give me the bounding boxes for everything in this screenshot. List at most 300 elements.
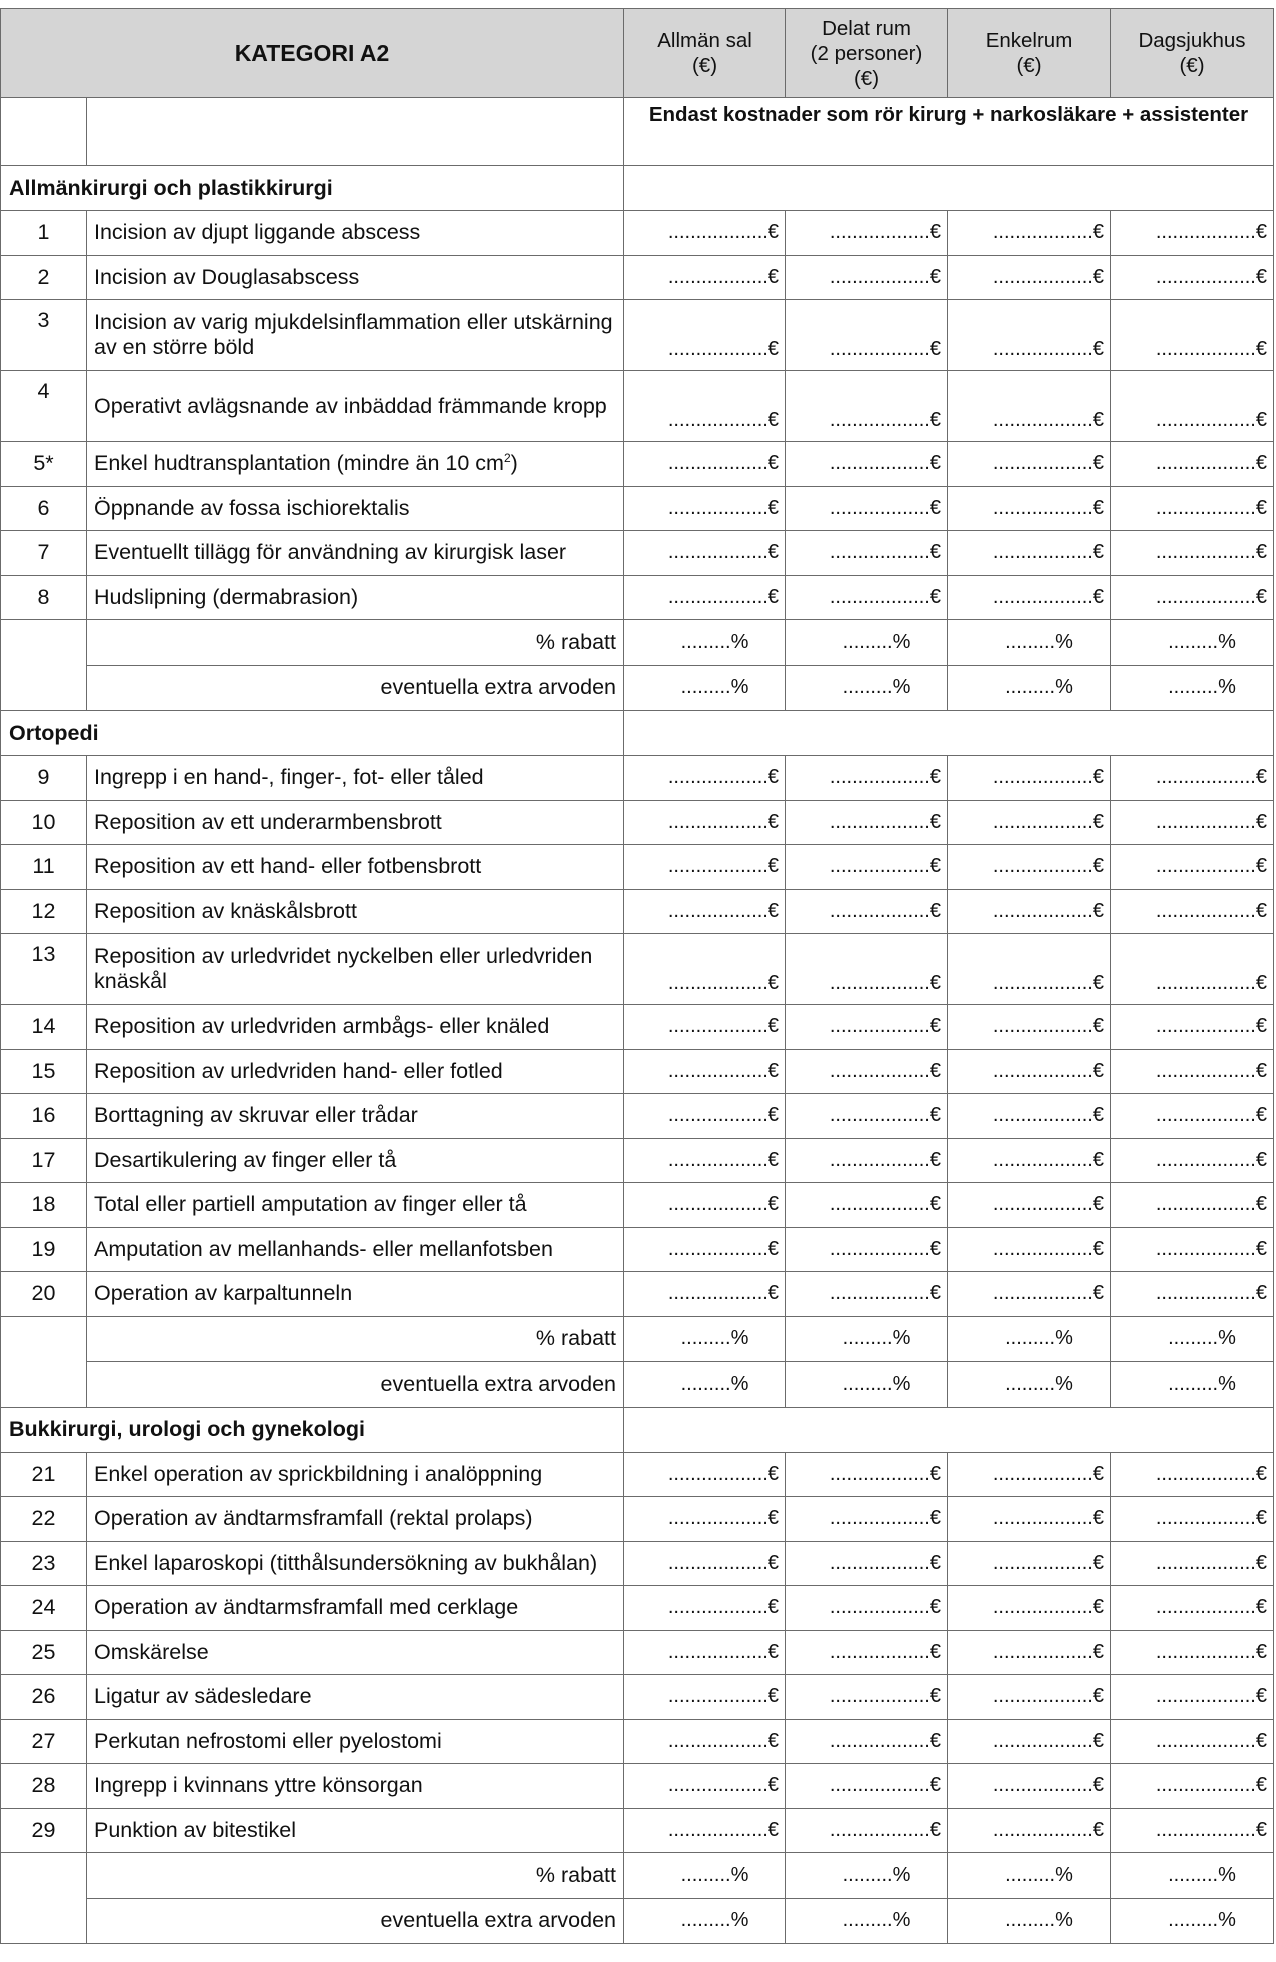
price-field[interactable]: ..................€ (786, 531, 948, 576)
procedure-row (1, 800, 1274, 845)
procedure-row (1, 1541, 1274, 1586)
procedure-row (1, 575, 1274, 620)
discount-field[interactable]: .........% (624, 1316, 786, 1362)
procedure-number: 20 (1, 1272, 87, 1317)
procedure-description-text: Operativt avlägsnande av inbäddad främmande kropp (94, 393, 607, 418)
price-field[interactable]: ..................€ (786, 255, 948, 300)
price-field[interactable]: ..................€ (1111, 1272, 1274, 1317)
price-field[interactable]: ..................€ (624, 1227, 786, 1272)
price-field[interactable]: ..................€ (786, 486, 948, 531)
procedure-description-text: Reposition av ett hand- eller fotbensbrott (94, 854, 482, 879)
price-field[interactable]: ..................€ (1111, 575, 1274, 620)
cost-note: Endast kostnader som rör kirurg + narkosläkare + assistenter (624, 98, 1274, 166)
price-field[interactable]: ..................€ (948, 1183, 1111, 1228)
procedure-row (1, 300, 1274, 371)
price-field[interactable]: ..................€ (786, 1586, 948, 1631)
note-blank-num (1, 98, 87, 166)
price-field[interactable]: ..................€ (786, 1808, 948, 1853)
procedure-description (87, 1497, 624, 1542)
superscript: 2 (503, 451, 511, 466)
procedure-number: 25 (1, 1630, 87, 1675)
procedure-number: 23 (1, 1541, 87, 1586)
procedure-number: 15 (1, 1049, 87, 1094)
section-blank (624, 711, 1274, 756)
price-field[interactable]: ..................€ (786, 575, 948, 620)
procedure-description-text: Enkel operation av sprickbildning i analöppning (94, 1461, 543, 1486)
price-field[interactable]: ..................€ (948, 1808, 1111, 1853)
price-field[interactable]: ..................€ (1111, 1586, 1274, 1631)
procedure-description-text: Öppnande av fossa ischiorektalis (94, 495, 410, 520)
extra-fees-field[interactable]: .........% (624, 1362, 786, 1408)
procedure-description (87, 1138, 624, 1183)
procedure-description-text: Hudslipning (dermabrasion) (94, 584, 359, 609)
procedure-number: 14 (1, 1005, 87, 1050)
procedure-description-text: Ligatur av sädesledare (94, 1684, 312, 1709)
price-field[interactable]: ..................€ (1111, 486, 1274, 531)
price-field[interactable]: ..................€ (1111, 800, 1274, 845)
procedure-number: 18 (1, 1183, 87, 1228)
extra-fees-row (1, 665, 1274, 711)
price-field[interactable]: ..................€ (948, 1227, 1111, 1272)
procedure-description (87, 845, 624, 890)
price-field[interactable]: ..................€ (786, 442, 948, 487)
extra-fees-field[interactable]: .........% (786, 1362, 948, 1408)
price-field[interactable]: ..................€ (786, 371, 948, 442)
procedure-number: 7 (1, 531, 87, 576)
price-field[interactable]: ..................€ (786, 1272, 948, 1317)
price-field[interactable]: ..................€ (786, 1094, 948, 1139)
price-field[interactable]: ..................€ (624, 1630, 786, 1675)
table-body (1, 166, 1274, 1944)
procedure-row (1, 1005, 1274, 1050)
price-field[interactable]: ..................€ (786, 300, 948, 371)
procedure-description (87, 800, 624, 845)
discount-field[interactable]: .........% (1111, 620, 1274, 666)
price-field[interactable]: ..................€ (948, 1541, 1111, 1586)
price-field[interactable]: ..................€ (786, 1138, 948, 1183)
price-field[interactable]: ..................€ (624, 255, 786, 300)
procedure-description-text: Reposition av ett underarmbensbrott (94, 809, 442, 834)
extra-fees-field[interactable]: .........% (624, 665, 786, 711)
price-field[interactable]: ..................€ (786, 800, 948, 845)
column-header-line: Dagsjukhus (1138, 29, 1246, 52)
extra-fees-field[interactable]: .........% (1111, 1898, 1274, 1944)
procedure-description (87, 300, 624, 371)
price-field[interactable]: ..................€ (948, 211, 1111, 256)
price-field[interactable]: ..................€ (1111, 1675, 1274, 1720)
procedure-row (1, 211, 1274, 256)
price-field[interactable]: ..................€ (948, 300, 1111, 371)
price-field[interactable]: ..................€ (948, 1586, 1111, 1631)
procedure-description (87, 575, 624, 620)
procedure-number: 28 (1, 1764, 87, 1809)
procedure-description-text: Incision av Douglasabscess (94, 264, 360, 289)
procedure-row (1, 1138, 1274, 1183)
procedure-row (1, 1049, 1274, 1094)
price-field[interactable]: ..................€ (1111, 1094, 1274, 1139)
section-header-row (1, 1407, 1274, 1452)
price-field[interactable]: ..................€ (1111, 1227, 1274, 1272)
price-field[interactable]: ..................€ (1111, 1497, 1274, 1542)
extra-fees-label: eventuella extra arvoden (87, 1362, 624, 1408)
extra-fees-field[interactable]: .........% (1111, 1362, 1274, 1408)
price-field[interactable]: ..................€ (948, 255, 1111, 300)
price-field[interactable]: ..................€ (1111, 531, 1274, 576)
column-header-general-ward (624, 9, 786, 98)
price-field[interactable]: ..................€ (786, 845, 948, 890)
procedure-description (87, 255, 624, 300)
price-field[interactable]: ..................€ (1111, 934, 1274, 1005)
procedure-description (87, 1675, 624, 1720)
discount-label: % rabatt (87, 1853, 624, 1899)
extra-fees-field[interactable]: .........% (624, 1898, 786, 1944)
procedure-description (87, 1272, 624, 1317)
procedure-description (87, 211, 624, 256)
price-field[interactable]: ..................€ (948, 1630, 1111, 1675)
discount-field[interactable]: .........% (1111, 1316, 1274, 1362)
price-field[interactable]: ..................€ (786, 211, 948, 256)
price-field[interactable]: ..................€ (786, 1541, 948, 1586)
price-field[interactable]: ..................€ (1111, 1183, 1274, 1228)
procedure-description (87, 1541, 624, 1586)
procedure-row (1, 1808, 1274, 1853)
price-field[interactable]: ..................€ (786, 1183, 948, 1228)
procedure-number: 13 (1, 934, 87, 1005)
price-field[interactable]: ..................€ (624, 371, 786, 442)
price-field[interactable]: ..................€ (624, 1005, 786, 1050)
price-field[interactable]: ..................€ (786, 1005, 948, 1050)
extra-fees-row (1, 1362, 1274, 1408)
price-field[interactable]: ..................€ (624, 1272, 786, 1317)
procedure-row (1, 845, 1274, 890)
procedure-description (87, 1094, 624, 1139)
price-field[interactable]: ..................€ (624, 1452, 786, 1497)
discount-label: % rabatt (87, 1316, 624, 1362)
price-field[interactable]: ..................€ (786, 1630, 948, 1675)
procedure-description (87, 371, 624, 442)
procedure-description-text: Operation av karpaltunneln (94, 1281, 353, 1306)
extra-fees-field[interactable]: .........% (786, 665, 948, 711)
price-field[interactable]: ..................€ (624, 442, 786, 487)
column-header-line: (€) (1016, 54, 1042, 77)
price-field[interactable]: ..................€ (624, 756, 786, 801)
price-field[interactable]: ..................€ (948, 1764, 1111, 1809)
procedure-description-text: Reposition av urledvridet nyckelben eller urledvriden knäskål (94, 944, 593, 993)
procedure-row (1, 1719, 1274, 1764)
section-blank (624, 166, 1274, 211)
procedure-row (1, 531, 1274, 576)
price-field[interactable]: ..................€ (1111, 756, 1274, 801)
price-field[interactable]: ..................€ (1111, 1138, 1274, 1183)
procedure-row (1, 1094, 1274, 1139)
procedure-row (1, 1227, 1274, 1272)
procedure-row (1, 1675, 1274, 1720)
procedure-row (1, 1630, 1274, 1675)
procedure-description (87, 1049, 624, 1094)
price-field[interactable]: ..................€ (624, 531, 786, 576)
procedure-row (1, 756, 1274, 801)
price-field[interactable]: ..................€ (948, 1049, 1111, 1094)
price-field[interactable]: ..................€ (624, 1049, 786, 1094)
discount-row (1, 1316, 1274, 1362)
price-field[interactable]: ..................€ (948, 1138, 1111, 1183)
procedure-number: 5* (1, 442, 87, 487)
price-field[interactable]: ..................€ (948, 1452, 1111, 1497)
procedure-description-text: Enkel hudtransplantation (mindre än 10 cm (94, 451, 504, 476)
procedure-row (1, 1183, 1274, 1228)
discount-field[interactable]: .........% (624, 620, 786, 666)
price-field[interactable]: ..................€ (786, 1227, 948, 1272)
extra-fees-field[interactable]: .........% (786, 1898, 948, 1944)
price-field[interactable]: ..................€ (786, 1452, 948, 1497)
discount-row (1, 1853, 1274, 1899)
price-field[interactable]: ..................€ (624, 1541, 786, 1586)
procedure-description-text: Borttagning av skruvar eller trådar (94, 1103, 418, 1128)
price-field[interactable]: ..................€ (1111, 1452, 1274, 1497)
discount-field[interactable]: .........% (624, 1853, 786, 1899)
price-field[interactable]: ..................€ (948, 486, 1111, 531)
procedure-number: 3 (1, 300, 87, 371)
procedure-description-text: Operation av ändtarmsframfall (rektal prolaps) (94, 1506, 533, 1531)
discount-blank (1, 1316, 87, 1407)
price-field[interactable]: ..................€ (1111, 1630, 1274, 1675)
price-field[interactable]: ..................€ (1111, 255, 1274, 300)
price-field[interactable]: ..................€ (624, 1764, 786, 1809)
price-field[interactable]: ..................€ (1111, 1719, 1274, 1764)
procedure-row (1, 934, 1274, 1005)
discount-blank (1, 620, 87, 711)
procedure-number: 29 (1, 1808, 87, 1853)
header-row (1, 9, 1274, 98)
procedure-number: 21 (1, 1452, 87, 1497)
price-field[interactable]: ..................€ (948, 531, 1111, 576)
column-header-line: Allmän sal (657, 29, 752, 52)
price-field[interactable]: ..................€ (624, 575, 786, 620)
price-field[interactable]: ..................€ (786, 889, 948, 934)
price-field[interactable]: ..................€ (624, 300, 786, 371)
discount-field[interactable]: .........% (786, 620, 948, 666)
procedure-description (87, 1452, 624, 1497)
price-field[interactable]: ..................€ (1111, 211, 1274, 256)
procedure-description-text: Eventuellt tillägg för användning av kirurgisk laser (94, 540, 567, 565)
procedure-description (87, 1764, 624, 1809)
price-field[interactable]: ..................€ (948, 1675, 1111, 1720)
procedure-number: 26 (1, 1675, 87, 1720)
procedure-description-text: Perkutan nefrostomi eller pyelostomi (94, 1728, 442, 1753)
price-field[interactable]: ..................€ (1111, 1764, 1274, 1809)
discount-field[interactable]: .........% (948, 620, 1111, 666)
price-field[interactable]: ..................€ (948, 1094, 1111, 1139)
procedure-row (1, 255, 1274, 300)
price-field[interactable]: ..................€ (786, 756, 948, 801)
procedure-description (87, 1586, 624, 1631)
discount-field[interactable]: .........% (948, 1316, 1111, 1362)
procedure-number: 16 (1, 1094, 87, 1139)
price-field[interactable]: ..................€ (786, 1497, 948, 1542)
price-field[interactable]: ..................€ (1111, 371, 1274, 442)
section-title: Bukkirurgi, urologi och gynekologi (1, 1407, 624, 1452)
discount-field[interactable]: .........% (1111, 1853, 1274, 1899)
procedure-description (87, 1005, 624, 1050)
extra-fees-field[interactable]: .........% (948, 665, 1111, 711)
procedure-description-text: Enkel laparoskopi (titthålsundersökning av bukhålan) (94, 1550, 598, 1575)
price-field[interactable]: ..................€ (948, 371, 1111, 442)
price-field[interactable]: ..................€ (948, 1005, 1111, 1050)
procedure-description-text: Reposition av knäskålsbrott (94, 898, 357, 923)
price-field[interactable]: ..................€ (624, 486, 786, 531)
extra-fees-field[interactable]: .........% (1111, 665, 1274, 711)
extra-fees-row (1, 1898, 1274, 1944)
procedure-row (1, 486, 1274, 531)
note-blank-desc (87, 98, 624, 166)
procedure-description (87, 889, 624, 934)
procedure-description-text: Amputation av mellanhands- eller mellanfotsben (94, 1236, 553, 1261)
procedure-number: 8 (1, 575, 87, 620)
procedure-description (87, 934, 624, 1005)
price-field[interactable]: ..................€ (948, 934, 1111, 1005)
procedure-number: 19 (1, 1227, 87, 1272)
procedure-number: 1 (1, 211, 87, 256)
column-header-line: (€) (853, 66, 880, 90)
price-form (0, 8, 1274, 1944)
price-field[interactable]: ..................€ (1111, 889, 1274, 934)
price-field[interactable]: ..................€ (1111, 442, 1274, 487)
procedure-number: 4 (1, 371, 87, 442)
procedure-description (87, 756, 624, 801)
section-blank (624, 1407, 1274, 1452)
price-field[interactable]: ..................€ (624, 845, 786, 890)
price-field[interactable]: ..................€ (786, 1764, 948, 1809)
column-header-line: (€) (691, 54, 718, 77)
price-field[interactable]: ..................€ (1111, 1049, 1274, 1094)
extra-fees-label: eventuella extra arvoden (87, 665, 624, 711)
procedure-row (1, 442, 1274, 487)
price-field[interactable]: ..................€ (948, 1497, 1111, 1542)
procedure-description-text: Reposition av urledvriden hand- eller fotled (94, 1058, 503, 1083)
column-header-shared-room (786, 9, 948, 98)
price-field[interactable]: ..................€ (624, 1808, 786, 1853)
procedure-description (87, 1630, 624, 1675)
extra-fees-field[interactable]: .........% (948, 1362, 1111, 1408)
price-field[interactable]: ..................€ (948, 575, 1111, 620)
discount-field[interactable]: .........% (948, 1853, 1111, 1899)
price-field[interactable]: ..................€ (948, 1719, 1111, 1764)
discount-field[interactable]: .........% (786, 1316, 948, 1362)
procedure-description-text: Desartikulering av finger eller tå (94, 1147, 397, 1172)
procedure-description-text: Ingrepp i en hand-, finger-, fot- eller tåled (94, 765, 484, 790)
price-field[interactable]: ..................€ (948, 889, 1111, 934)
procedure-row (1, 1272, 1274, 1317)
column-header-line: (€) (1179, 54, 1205, 77)
price-field[interactable]: ..................€ (786, 1719, 948, 1764)
category-title: KATEGORI A2 (1, 9, 624, 98)
discount-label: % rabatt (87, 620, 624, 666)
procedure-number: 12 (1, 889, 87, 934)
procedure-row (1, 1452, 1274, 1497)
procedure-description (87, 531, 624, 576)
procedure-number: 17 (1, 1138, 87, 1183)
price-field[interactable]: ..................€ (624, 211, 786, 256)
procedure-description (87, 1808, 624, 1853)
price-field[interactable]: ..................€ (624, 1586, 786, 1631)
section-title: Allmänkirurgi och plastikkirurgi (1, 166, 624, 211)
procedure-description (87, 486, 624, 531)
procedure-description-text: Ingrepp i kvinnans yttre könsorgan (94, 1773, 423, 1798)
procedure-description (87, 1227, 624, 1272)
section-header-row (1, 166, 1274, 211)
procedure-row (1, 1764, 1274, 1809)
column-header-single-room (948, 9, 1111, 98)
procedure-number: 9 (1, 756, 87, 801)
extra-fees-label: eventuella extra arvoden (87, 1898, 624, 1944)
procedure-number: 27 (1, 1719, 87, 1764)
price-field[interactable]: ..................€ (624, 1497, 786, 1542)
section-title: Ortopedi (1, 711, 624, 756)
procedure-description (87, 1183, 624, 1228)
discount-blank (1, 1853, 87, 1944)
column-header-line: (2 personer) (810, 41, 923, 65)
extra-fees-field[interactable]: .........% (948, 1898, 1111, 1944)
discount-row (1, 620, 1274, 666)
price-field[interactable]: ..................€ (1111, 300, 1274, 371)
price-field[interactable]: ..................€ (1111, 845, 1274, 890)
price-field[interactable]: ..................€ (786, 934, 948, 1005)
procedure-description-text: Reposition av urledvriden armbågs- eller knäled (94, 1014, 550, 1039)
price-field[interactable]: ..................€ (1111, 1541, 1274, 1586)
procedure-description-text: Incision av djupt liggande abscess (94, 220, 421, 245)
price-field[interactable]: ..................€ (948, 756, 1111, 801)
procedure-description-text: Operation av ändtarmsframfall med cerklage (94, 1595, 519, 1620)
procedure-number: 11 (1, 845, 87, 890)
section-header-row (1, 711, 1274, 756)
procedure-description-end: ) (510, 451, 518, 476)
price-field[interactable]: ..................€ (624, 1183, 786, 1228)
price-field[interactable]: ..................€ (624, 934, 786, 1005)
price-field[interactable]: ..................€ (624, 1138, 786, 1183)
price-field[interactable]: ..................€ (1111, 1005, 1274, 1050)
price-field[interactable]: ..................€ (948, 800, 1111, 845)
price-field[interactable]: ..................€ (624, 1675, 786, 1720)
procedure-description-text: Incision av varig mjukdelsinflammation eller utskärning av en större böld (94, 310, 613, 359)
procedure-number: 2 (1, 255, 87, 300)
price-field[interactable]: ..................€ (1111, 1808, 1274, 1853)
column-header-day-hospital (1111, 9, 1274, 98)
price-field[interactable]: ..................€ (624, 1719, 786, 1764)
procedure-description (87, 442, 624, 487)
procedure-number: 6 (1, 486, 87, 531)
procedure-description (87, 1719, 624, 1764)
price-field[interactable]: ..................€ (624, 800, 786, 845)
procedure-row (1, 1586, 1274, 1631)
procedure-row (1, 371, 1274, 442)
price-field[interactable]: ..................€ (624, 1094, 786, 1139)
procedure-description-text: Punktion av bitestikel (94, 1817, 296, 1842)
price-field[interactable]: ..................€ (948, 1272, 1111, 1317)
price-field[interactable]: ..................€ (624, 889, 786, 934)
price-field[interactable]: ..................€ (948, 845, 1111, 890)
procedure-number: 24 (1, 1586, 87, 1631)
discount-field[interactable]: .........% (786, 1853, 948, 1899)
price-field[interactable]: ..................€ (786, 1049, 948, 1094)
price-field[interactable]: ..................€ (948, 442, 1111, 487)
procedure-description-text: Total eller partiell amputation av finger eller tå (94, 1192, 527, 1217)
price-field[interactable]: ..................€ (786, 1675, 948, 1720)
column-header-line: Delat rum (822, 16, 911, 40)
procedure-row (1, 1497, 1274, 1542)
column-header-line: Enkelrum (985, 29, 1073, 52)
price-table (0, 8, 1274, 1944)
procedure-number: 22 (1, 1497, 87, 1542)
